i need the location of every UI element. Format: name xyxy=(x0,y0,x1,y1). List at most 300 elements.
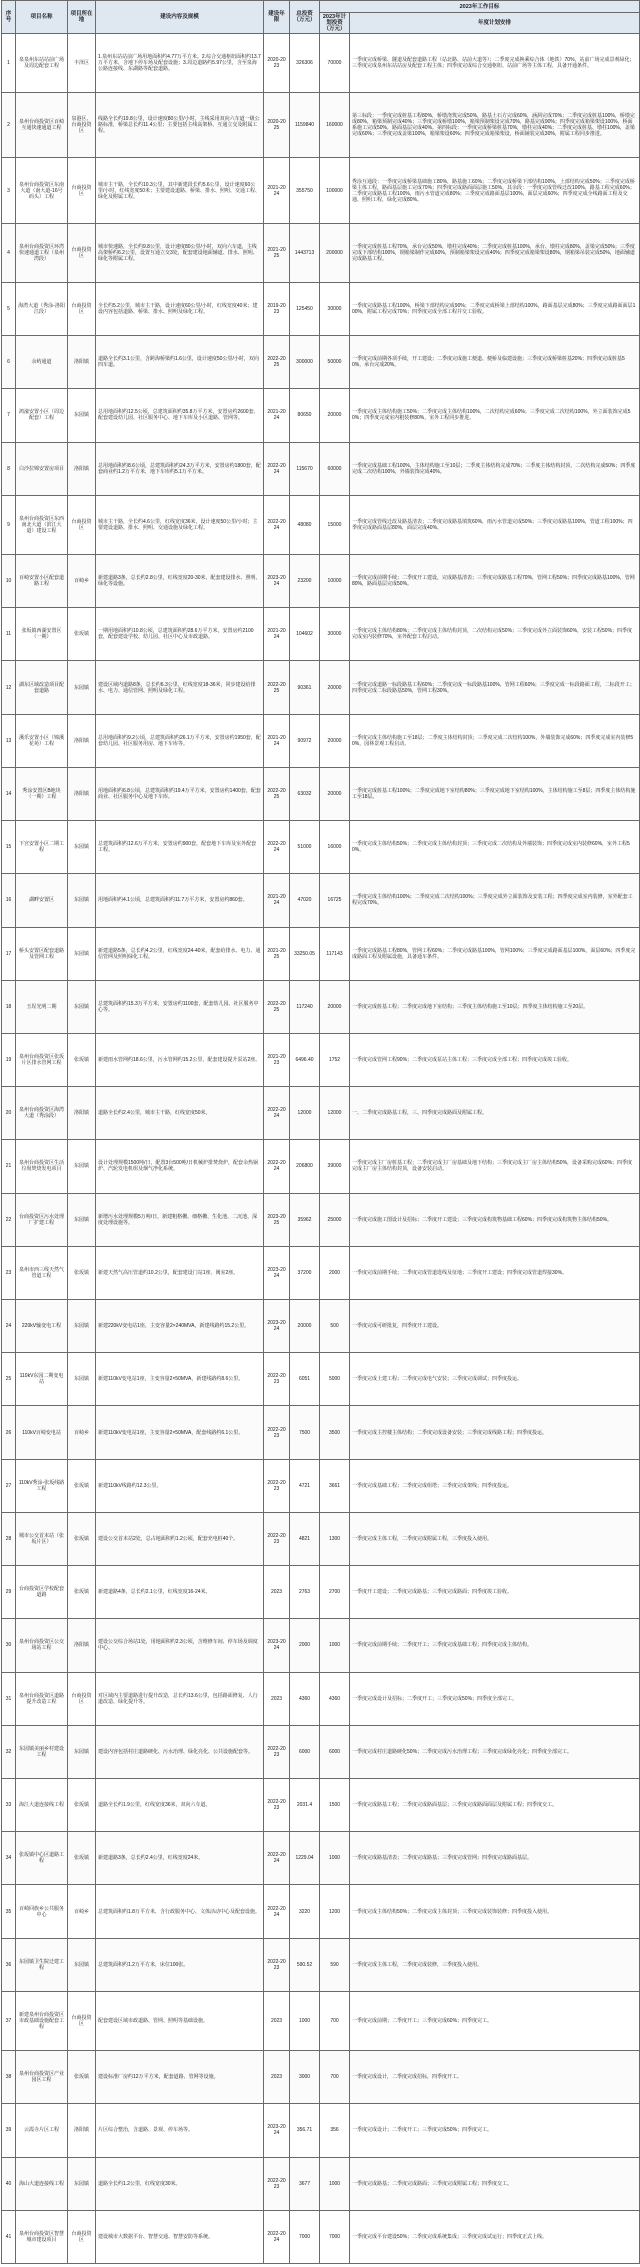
row-content: 对区域内主要道路进行提升改造，总长约13.6公里，包括路面修复、人行道改造、绿化提升等。 xyxy=(96,1672,264,1725)
row-period: 2022-2024 xyxy=(264,495,290,554)
row-name: 泉州台商投资区张坂片区排水管网工程 xyxy=(16,1033,68,1086)
row-plan: 16725 xyxy=(320,874,350,927)
row-period: 2021-2024 xyxy=(264,874,290,927)
row-content: 新增污水处理规模5万吨/日，新建粗格栅、细格栅、生化池、二沉池、深度处理设施等。 xyxy=(96,1193,264,1246)
row-schedule: 一季度完成前期手续；二季度开工；三季度完成基础工程；四季度完成主体结构。 xyxy=(350,1619,640,1672)
row-plan: 100000 xyxy=(320,158,350,223)
row-schedule: 一季度完成桩基工程100%；二季度完成地下室结构80%；三季度完成地下室结构100%，主体结构施工至8层；四季度主体结构施工至18层。 xyxy=(350,767,640,820)
table-row xyxy=(2,1885,640,1938)
row-period: 2023-2024 xyxy=(264,1300,290,1353)
table-row xyxy=(2,1087,640,1140)
row-plan: 20000 xyxy=(320,767,350,820)
row-location: 东园镇 xyxy=(68,927,96,980)
row-total: 7000 xyxy=(290,2210,320,2263)
table-row xyxy=(2,1033,640,1086)
row-schedule: 一季度完成路基清表；二季度完成路基；三季度完成管网；四季度完成路面基层。 xyxy=(350,1832,640,1885)
row-name: 泉州台商投资区海湾大道（秀涂段） xyxy=(16,1087,68,1140)
table-row xyxy=(2,1566,640,1619)
row-period: 2022-2023 xyxy=(264,1353,290,1406)
row-content: 配套建设区域市政道路、管网、照明等基础设施。 xyxy=(96,1991,264,2050)
row-location: 东园镇 xyxy=(68,1300,96,1353)
row-period: 2019-2023 xyxy=(264,282,290,335)
row-name: 泉州台商投资区百崎互通快速通道工程 xyxy=(16,93,68,158)
row-content: 新建雨水管网约18.6公里，污水管网约15.2公里，配套建设提升泵站2座。 xyxy=(96,1033,264,1086)
row-name: 鸿濠安置小区（周边配套）工程 xyxy=(16,389,68,442)
row-total: 2763 xyxy=(290,1566,320,1619)
row-name: 张坂镇西湖安置区（一期） xyxy=(16,608,68,661)
row-location: 东园镇 xyxy=(68,661,96,714)
row-schedule: 一季度完成主体工程，二季度完成装修，三季度投入使用。 xyxy=(350,1938,640,1991)
row-no: 38 xyxy=(2,2051,16,2104)
row-total: 1229.04 xyxy=(290,1832,320,1885)
row-schedule: 一季度完成路基；二季度完成路面；三季度完成附属工程；四季度交工。 xyxy=(350,2157,640,2210)
row-content: 新建道路5条，总长约4.2公里，红线宽度24-40米，配套给排水、电力、通信管网及照明绿化工程。 xyxy=(96,927,264,980)
row-total: 125450 xyxy=(290,282,320,335)
row-name: 百崎回族乡公共服务中心 xyxy=(16,1885,68,1938)
row-location: 洛阳镇 xyxy=(68,2104,96,2157)
table-row xyxy=(2,1246,640,1299)
header-schedule: 年度计划安排 xyxy=(350,13,640,34)
row-schedule: 一季度完成桥梁、隧道及配套道路工程（站北路、站前大道等）；二季度完成换乘综合体（地铁）70%，站前广场完成景观绿化；三季度完成泉州东站站房及配套工程主体；四季度完成综合交通枢纽、站前广场等主体工程，具备开通条件。 xyxy=(350,34,640,93)
row-no: 33 xyxy=(2,1779,16,1832)
header-name: 项目名称 xyxy=(16,1,68,34)
row-name: 海江大道连接线工程 xyxy=(16,1779,68,1832)
row-schedule: 一季度完成路基工程100%，桥梁下部结构完成90%；二季度完成桥梁上部结构100%，路面基层完成80%；三季度完成路面面层100%，附属工程完成70%；四季度完成全部工程并交工验收。 xyxy=(350,282,640,335)
row-no: 5 xyxy=(2,282,16,335)
row-name: 张坂镇中心区道路工程 xyxy=(16,1832,68,1885)
row-period: 2022-2024 xyxy=(264,1140,290,1193)
row-location: 东园镇 xyxy=(68,980,96,1033)
row-schedule: 一季度完成主体结构施工至18层；二季度主体结构封顶；三季度完成二次结构100%，外墙装饰完成60%；四季度完成室内装修50%，园林景观工程启动。 xyxy=(350,714,640,767)
row-no: 13 xyxy=(2,714,16,767)
row-name: 台商投资区学校配套道路 xyxy=(16,1566,68,1619)
row-total: 90361 xyxy=(290,661,320,714)
row-name: 110kV百崎变电站 xyxy=(16,1406,68,1459)
row-total: 4721 xyxy=(290,1459,320,1512)
header-content: 建设内容及规模 xyxy=(96,1,264,34)
row-plan: 25000 xyxy=(320,1193,350,1246)
row-schedule: 一季度完成基础工程100%，主体结构施工至10层；二季度主体结构完成70%；三季度主体结构封顶，二次结构完成50%；四季度完成二次结构100%，外墙装饰完成40%。 xyxy=(350,442,640,495)
row-no: 11 xyxy=(2,608,16,661)
row-period: 2022-2025 xyxy=(264,336,290,389)
row-location: 张坂镇 xyxy=(68,1779,96,1832)
row-location: 百崎乡 xyxy=(68,554,96,607)
row-total: 6496.40 xyxy=(290,1033,320,1086)
row-schedule: 一季度完成路基工程；二季度完成路面基层；三季度完成路面面层及附属工程；四季度交工。 xyxy=(350,1779,640,1832)
row-period: 2023 xyxy=(264,1672,290,1725)
row-plan: 10000 xyxy=(320,554,350,607)
row-name: 110kV秀涂-张坂线路工程 xyxy=(16,1459,68,1512)
row-plan: 12000 xyxy=(320,1087,350,1140)
table-row xyxy=(2,1832,640,1885)
row-total: 3000 xyxy=(290,2051,320,2104)
row-plan: 20000 xyxy=(320,714,350,767)
row-plan: 3500 xyxy=(320,1406,350,1459)
row-schedule: 第三标段：一季度完成桩基工程80%，桥墩浇筑完成50%，路基土石方完成60%，涵洞完成70%；二季度完成桩基100%，桥墩完成80%，箱梁预制完成40%；三季度完成桥墩100%，箱梁预制架设完成70%，路基完成90%；四季度完成箱梁架设100%，桥面系施工完成50%，路面基层完成40%。第四标段：一季度完成桥梁桩基70%，墩柱完成40%；二季度完成桩基、墩柱100%，盖梁完成60%；三季度完成盖梁100%，箱梁架设60%；四季度完成箱梁架设，桥面铺装完成30%，附属工程同步推进。 xyxy=(350,93,640,158)
row-total: 1159840 xyxy=(290,93,320,158)
row-no: 30 xyxy=(2,1619,16,1672)
row-schedule: 一季度完成前期；二季度开工；三季度完成60%；四季度完工。 xyxy=(350,1991,640,2050)
row-period: 2022-2023 xyxy=(264,1725,290,1778)
row-schedule: 一季度完成平台建设50%；二季度完成系统集成；三季度完成试运行；四季度正式上线。 xyxy=(350,2210,640,2263)
row-total: 300000 xyxy=(290,336,320,389)
header-total: 总投资（万元） xyxy=(290,1,320,34)
table-row xyxy=(2,767,640,820)
row-total: 37200 xyxy=(290,1246,320,1299)
row-period: 2022-2024 xyxy=(264,1885,290,1938)
row-total: 6000 xyxy=(290,1725,320,1778)
row-name: 白沙拉锦安置房项目 xyxy=(16,442,68,495)
table-row xyxy=(2,1353,640,1406)
row-content: 新建道路3条，总长约2.4公里，红线宽度24米。 xyxy=(96,1832,264,1885)
row-plan: 4360 xyxy=(320,1672,350,1725)
row-no: 27 xyxy=(2,1459,16,1512)
row-name: 秀涂安置区B地块（一期）工程 xyxy=(16,767,68,820)
row-name: 海湾大道（秀涂-洛阳江段） xyxy=(16,282,68,335)
table-row xyxy=(2,1672,640,1725)
row-location: 张坂镇 xyxy=(68,1832,96,1885)
row-schedule: 秀涂互通段：一季度完成桥梁基础施工80%，路基施工60%；二季度完成桥梁下部结构100%，上部结构完成50%；三季度完成桥梁主体工程，路面基层施工完成70%；四季度完成路面面层施工50%。其余段：一季度完成管线迁改100%，路基工程完成60%；二季度完成路基工程100%，雨污水管道完成80%；三季度完成路面基层100%，面层完成60%；四季度完成全线路面工程及交通、照明工程，绿化完成80%。 xyxy=(350,158,640,223)
row-name: 220kV输变电工程 xyxy=(16,1300,68,1353)
row-schedule: 一季度完成基础工程；二季度完成组塔；三季度完成架线；四季度投运。 xyxy=(350,1459,640,1512)
row-no: 10 xyxy=(2,554,16,607)
row-period: 2022-2024 xyxy=(264,1832,290,1885)
row-no: 32 xyxy=(2,1725,16,1778)
row-total: 117240 xyxy=(290,980,320,1033)
row-plan: 30000 xyxy=(320,282,350,335)
row-plan: 200000 xyxy=(320,223,350,282)
row-location: 洛阳镇 xyxy=(68,336,96,389)
table-row xyxy=(2,2210,640,2263)
row-total: 6051 xyxy=(290,1353,320,1406)
row-content: 总建筑面积约1.8万平方米，含行政服务中心、文体活动中心及配套设施。 xyxy=(96,1885,264,1938)
row-no: 41 xyxy=(2,2210,16,2263)
row-name: 余屿通道 xyxy=(16,336,68,389)
row-period: 2022-2023 xyxy=(264,1459,290,1512)
header-goal-group: 2023年工作目标 xyxy=(320,1,640,13)
row-content: 建设公交综合场站1处，用地面积约2.3公顷，含维修车间、停车场及调度中心。 xyxy=(96,1619,264,1672)
row-schedule: 一季度完成土建工程；二季度完成电气安装；三季度完成调试；四季度投运。 xyxy=(350,1353,640,1406)
row-location: 百崎乡 xyxy=(68,1406,96,1459)
row-total: 48080 xyxy=(290,495,320,554)
row-total: 2031.4 xyxy=(290,1779,320,1832)
row-no: 17 xyxy=(2,927,16,980)
row-period: 2022-2024 xyxy=(264,1087,290,1140)
row-no: 21 xyxy=(2,1140,16,1193)
row-name: 泉州台商投资区生活垃圾焚烧发电项目 xyxy=(16,1140,68,1193)
row-plan: 50000 xyxy=(320,336,350,389)
row-name: 泉州台商投资区产业园区工程 xyxy=(16,2051,68,2104)
row-plan: 700 xyxy=(320,1991,350,2050)
row-period: 2021-2024 xyxy=(264,389,290,442)
row-period: 2023-2024 xyxy=(264,2104,290,2157)
row-total: 1000 xyxy=(290,1991,320,2050)
row-total: 4360 xyxy=(290,1672,320,1725)
row-plan: 590 xyxy=(320,1938,350,1991)
row-total: 90972 xyxy=(290,714,320,767)
row-total: 356.71 xyxy=(290,2104,320,2157)
row-location: 张坂镇 xyxy=(68,608,96,661)
row-plan: 20000 xyxy=(320,661,350,714)
row-location: 台商投资区 xyxy=(68,1991,96,2050)
row-plan: 16000 xyxy=(320,821,350,874)
row-total: 51000 xyxy=(290,821,320,874)
row-schedule: 一季度完成村庄道路硬化50%；二季度完成污水治理工程；三季度完成绿化亮化；四季度全部完工。 xyxy=(350,1725,640,1778)
row-plan: 1000 xyxy=(320,1832,350,1885)
table-row xyxy=(2,1459,640,1512)
row-content: 一期用地面积约10.8公顷，总建筑面积约28.6万平方米，安置房约2100套，配套建设学校、幼儿园、社区中心及市政道路。 xyxy=(96,608,264,661)
table-row xyxy=(2,980,640,1033)
row-location: 丰泽区 xyxy=(68,34,96,93)
row-plan: 700 xyxy=(320,2051,350,2104)
row-period: 2021-2024 xyxy=(264,714,290,767)
row-content: 新建道路3条，总长约2.8公里，红线宽度20-30米，配套建设排水、照明、绿化等设施。 xyxy=(96,554,264,607)
row-content: 建设公交首末站2处，总占地面积约1.2公顷，配套充电桩40个。 xyxy=(96,1512,264,1565)
row-no: 8 xyxy=(2,442,16,495)
table-row xyxy=(2,442,640,495)
row-name: 泉州台商投资区智慧城市建设项目 xyxy=(16,2210,68,2263)
row-no: 3 xyxy=(2,158,16,223)
row-content: 城市主干路，全长约4.6公里，红线宽度36米，设计速度50公里/小时；主要建设道路、排水、照明、交通设施及绿化工程。 xyxy=(96,495,264,554)
row-location: 台商投资区 xyxy=(68,2210,96,2263)
row-period: 2022-2024 xyxy=(264,821,290,874)
row-location: 张坂镇 xyxy=(68,1566,96,1619)
table-row xyxy=(2,608,640,661)
row-no: 19 xyxy=(2,1033,16,1086)
row-no: 14 xyxy=(2,767,16,820)
row-name: 泉州台商投资区东南大道（南大道-16号码头）工程 xyxy=(16,158,68,223)
row-plan: 60000 xyxy=(320,442,350,495)
row-plan: 160000 xyxy=(320,93,350,158)
row-name: 溪乐安置小区（锦溪花苑）工程 xyxy=(16,714,68,767)
row-total: 115670 xyxy=(290,442,320,495)
row-location: 洛阳镇 xyxy=(68,1619,96,1672)
work-plan-table xyxy=(1,0,640,2264)
table-row xyxy=(2,1193,640,1246)
row-schedule: 一季度完成施工图设计及招标；二季度开工建设；三季度完成构筑物基础工程60%；四季度完成构筑物主体结构50%。 xyxy=(350,1193,640,1246)
row-schedule: 一季度开工建设；二季度完成路基；三季度完成路面；四季度竣工验收。 xyxy=(350,1566,640,1619)
table-row xyxy=(2,1779,640,1832)
row-plan: 30000 xyxy=(320,608,350,661)
row-location: 百崎乡 xyxy=(68,1885,96,1938)
row-period: 2022-2023 xyxy=(264,2157,290,2210)
table-row xyxy=(2,1725,640,1778)
row-schedule: 一季度完成桩基工程；二季度完成地下室结构；三季度主体结构施工至10层；四季度主体结构施工至20层。 xyxy=(350,980,640,1033)
row-location: 洛阳镇 xyxy=(68,767,96,820)
row-name: 110kV东园二期变电站 xyxy=(16,1353,68,1406)
row-schedule: 一季度完成可研批复，四季度开工建设。 xyxy=(350,1300,640,1353)
row-no: 1 xyxy=(2,34,16,93)
row-location: 台商投资区 xyxy=(68,282,96,335)
row-period: 2022-2023 xyxy=(264,1406,290,1459)
table-row xyxy=(2,336,640,389)
row-plan: 3661 xyxy=(320,1459,350,1512)
table-row xyxy=(2,554,640,607)
row-total: 590.52 xyxy=(290,1938,320,1991)
row-location: 东园镇 xyxy=(68,1353,96,1406)
row-content: 总建筑面积约15.3万平方米，安置房约1100套，配套幼儿园、社区服务中心等。 xyxy=(96,980,264,1033)
row-plan: 15000 xyxy=(320,495,350,554)
row-name: 百崎安置小区配套道路工程 xyxy=(16,554,68,607)
table-row xyxy=(2,223,640,282)
row-plan: 1500 xyxy=(320,1779,350,1832)
row-plan: 2000 xyxy=(320,1246,350,1299)
row-period: 2022-2025 xyxy=(264,661,290,714)
row-location: 洛阳镇 xyxy=(68,714,96,767)
table-row xyxy=(2,1991,640,2050)
row-no: 18 xyxy=(2,980,16,1033)
row-total: 104602 xyxy=(290,608,320,661)
header-period: 建设年限 xyxy=(264,1,290,34)
row-location: 东园镇 xyxy=(68,1938,96,1991)
row-total: 7500 xyxy=(290,1406,320,1459)
row-location: 台商投资区 xyxy=(68,223,96,282)
row-plan: 39000 xyxy=(320,1140,350,1193)
row-schedule: 一季度完成道路一标段路基工程60%；二季度完成一标段路基100%，管网工程60%；三季度完成一标段路面工程，二标段开工；四季度完成二标段路基50%，管网工程30%。 xyxy=(350,661,640,714)
row-period: 2022-2024 xyxy=(264,2210,290,2263)
row-plan: 1300 xyxy=(320,1512,350,1565)
row-schedule: 一季度完成管线迁改及路基清表；二季度完成路基填筑60%，雨污水管道完成50%；三季度完成路基100%，管道工程100%；四季度完成路面基层80%，面层完成40%。 xyxy=(350,495,640,554)
row-content: 建设区域内道路8条，总长约6.3公里，红线宽度18-36米，同步建设给排水、电力、通信管网、照明及绿化工程。 xyxy=(96,661,264,714)
header-plan: 2023年计划投资（万元） xyxy=(320,13,350,34)
row-total: 35962 xyxy=(290,1193,320,1246)
row-name: 城市公交首末站（张坂片区） xyxy=(16,1512,68,1565)
row-plan: 1200 xyxy=(320,1885,350,1938)
table-body xyxy=(2,34,640,2264)
row-location: 台商投资区 xyxy=(68,158,96,223)
table-row xyxy=(2,1300,640,1353)
row-schedule: 一季度完成前期手续；二季度开工建设，完成路基清表；三季度完成路基工程70%，管网工程50%；四季度完成路基100%，管网80%，路面基层完成50%。 xyxy=(350,554,640,607)
row-content: 道路全长约3.1公里，含跨海桥梁约1.6公里，设计速度50公里/小时，双向四车道。 xyxy=(96,336,264,389)
row-content: 城市主干路，全长约10.3公里，其中新建段长约5.6公里，设计速度60公里/小时，红线宽度50米；主要建设道路、桥梁、排水、照明、交通工程、绿化及附属工程。 xyxy=(96,158,264,223)
row-no: 39 xyxy=(2,2104,16,2157)
row-content: 新建110kV变电站1座，主变容量2×50MVA，新建线路约8.6公里。 xyxy=(96,1353,264,1406)
row-no: 15 xyxy=(2,821,16,874)
row-no: 31 xyxy=(2,1672,16,1725)
row-schedule: 一季度完成设计及招标；二季度开工；三季度完成50%；四季度全部完工。 xyxy=(350,1672,640,1725)
row-period: 2023 xyxy=(264,2051,290,2104)
row-content: 总用地面积约8.6公顷，总建筑面积约24.3万平方米，安置房约1800套，配套商业约1.2万平方米，地下车库约5.1万平方米。 xyxy=(96,442,264,495)
row-total: 23200 xyxy=(290,554,320,607)
row-content: 建设城市大数据平台、智慧交通、智慧安防等系统。 xyxy=(96,2210,264,2263)
row-location: 东园镇 xyxy=(68,389,96,442)
table-row xyxy=(2,1512,640,1565)
row-content: 用地面积约6.8公顷，总建筑面积约19.4万平方米，安置房约1400套，配套商业、社区服务中心及地下车库。 xyxy=(96,767,264,820)
row-name: 东园镇美丽乡村建设工程 xyxy=(16,1725,68,1778)
row-location: 张坂镇 xyxy=(68,1459,96,1512)
row-content: 道路全长约1.2公里，红线宽度30米。 xyxy=(96,2157,264,2210)
table-row xyxy=(2,495,640,554)
row-content: 片区综合整治，含道路、景观、停车场等。 xyxy=(96,2104,264,2157)
row-schedule: 一季度完成设计，二季度完成招标，四季度开工。 xyxy=(350,2051,640,2104)
row-schedule: 一季度完成主体工程，二季度完成附属工程，三季度投入使用。 xyxy=(350,1512,640,1565)
row-period: 2023 xyxy=(264,1566,290,1619)
row-total: 4821 xyxy=(290,1512,320,1565)
table-header xyxy=(2,1,640,34)
row-total: 12000 xyxy=(290,1087,320,1140)
row-no: 23 xyxy=(2,1246,16,1299)
table-row xyxy=(2,927,640,980)
row-location: 东园镇 xyxy=(68,1140,96,1193)
row-schedule: 一季度完成设计；二季度开工；三季度完成50%；四季度完工。 xyxy=(350,2104,640,2157)
row-schedule: 一季度完成主体结构50%；二季度完成主体结构封顶；三季度完成二次结构及外墙装饰；四季度完成室内装修60%，室外工程50%。 xyxy=(350,821,640,874)
row-content: 新建220kV变电站1座，主变容量2×240MVA，新建线路约15.2公里。 xyxy=(96,1300,264,1353)
row-plan: 7000 xyxy=(320,2210,350,2263)
table-row xyxy=(2,1619,640,1672)
row-location: 东园镇 xyxy=(68,1193,96,1246)
row-plan: 1000 xyxy=(320,1619,350,1672)
row-no: 37 xyxy=(2,1991,16,2050)
row-period: 2023-2024 xyxy=(264,1619,290,1672)
row-location: 泉港区、台商投资区 xyxy=(68,93,96,158)
row-content: 城市快速路，全长约9.8公里，设计速度80公里/小时，双向六车道，主线高架桥约6.2公里，设置互通立交3处，配套建设地面辅道、排水、照明、绿化等附属工程。 xyxy=(96,223,264,282)
row-schedule: 一季度完成桩基工程70%，承台完成50%，墩柱完成40%；二季度完成桩基100%，承台、墩柱完成80%，盖梁完成50%；三季度完成下部结构100%，钢箱梁制作完成60%，预制箱梁架设完成40%；四季度完成箱梁架设80%，钢箱梁吊装完成50%，地面辅道完成路基工程。 xyxy=(350,223,640,282)
row-name: 泉州台商投资区东西南北大道（滨江大道）建设工程 xyxy=(16,495,68,554)
row-name: 台商投资区污水处理厂扩建工程 xyxy=(16,1193,68,1246)
row-content: 新建110kV线路约12.3公里。 xyxy=(96,1459,264,1512)
row-name: 泉州台商投资区环湾快速通道工程（泉州湾段） xyxy=(16,223,68,282)
row-location: 张坂镇 xyxy=(68,1512,96,1565)
row-plan: 1752 xyxy=(320,1033,350,1086)
row-schedule: 一季度完成主体结构50%；二季度完成主体封顶；三季度完成装饰装修；四季度投入使用。 xyxy=(350,1885,640,1938)
row-no: 40 xyxy=(2,2157,16,2210)
header-location: 项目所在地 xyxy=(68,1,96,34)
row-plan: 20000 xyxy=(320,389,350,442)
row-content: 新建天然气高压管道约10.2公里，配套建设门站1座、阀室2座。 xyxy=(96,1246,264,1299)
row-plan: 70000 xyxy=(320,34,350,93)
row-name: 下宫安置小区二期工程 xyxy=(16,821,68,874)
table-row xyxy=(2,2157,640,2210)
row-no: 26 xyxy=(2,1406,16,1459)
row-period: 2022-2025 xyxy=(264,767,290,820)
row-no: 20 xyxy=(2,1087,16,1140)
row-name: 泉州市西三线天然气管道工程 xyxy=(16,1246,68,1299)
row-no: 22 xyxy=(2,1193,16,1246)
row-period: 2022-2023 xyxy=(264,1938,290,1991)
row-no: 34 xyxy=(2,1832,16,1885)
table-row xyxy=(2,1140,640,1193)
row-plan: 5000 xyxy=(320,1353,350,1406)
row-total: 80650 xyxy=(290,389,320,442)
row-location: 张坂镇 xyxy=(68,1246,96,1299)
row-schedule: 一季度完成主体结构80%；二季度完成主体结构封顶，二次结构完成50%；三季度完成外立面装饰60%，安装工程50%；四季度完成室内装修70%，室外配套工程启动。 xyxy=(350,608,640,661)
row-schedule: 一、二季度完成路基工程，三、四季度完成路面及附属工程。 xyxy=(350,1087,640,1140)
row-total: 326306 xyxy=(290,34,320,93)
row-schedule: 一季度完成管网工程90%；二季度完成泵站主体工程；三季度完成全部工程；四季度完成竣工验收。 xyxy=(350,1033,640,1086)
row-period: 2020-2023 xyxy=(264,34,290,93)
row-content: 建设标准厂房约12万平方米，配套道路、管网等设施。 xyxy=(96,2051,264,2104)
table-row xyxy=(2,93,640,158)
table-row xyxy=(2,158,640,223)
row-total: 33250.05 xyxy=(290,927,320,980)
row-schedule: 一季度完成前期手续；二季度完成管道选线及征地；三季度开工建设；四季度完成管道焊接30%。 xyxy=(350,1246,640,1299)
row-period: 2022-2024 xyxy=(264,442,290,495)
row-location: 张坂镇 xyxy=(68,2051,96,2104)
row-no: 29 xyxy=(2,1566,16,1619)
row-total: 206800 xyxy=(290,1140,320,1193)
table-row xyxy=(2,1406,640,1459)
row-name: 泉州台商投资区道路提升改造工程 xyxy=(16,1672,68,1725)
table-row xyxy=(2,714,640,767)
row-total: 20000 xyxy=(290,1300,320,1353)
row-period: 2023 xyxy=(264,1991,290,2050)
row-no: 12 xyxy=(2,661,16,714)
row-name: 玉埕光明二期 xyxy=(16,980,68,1033)
row-schedule: 一季度完成主控楼主体结构；二季度完成设备安装；三季度完成线路工程；四季度投运。 xyxy=(350,1406,640,1459)
row-location: 张坂镇 xyxy=(68,1033,96,1086)
row-name: 云霞寺片区工程 xyxy=(16,2104,68,2157)
row-location: 台商投资区 xyxy=(68,1672,96,1725)
